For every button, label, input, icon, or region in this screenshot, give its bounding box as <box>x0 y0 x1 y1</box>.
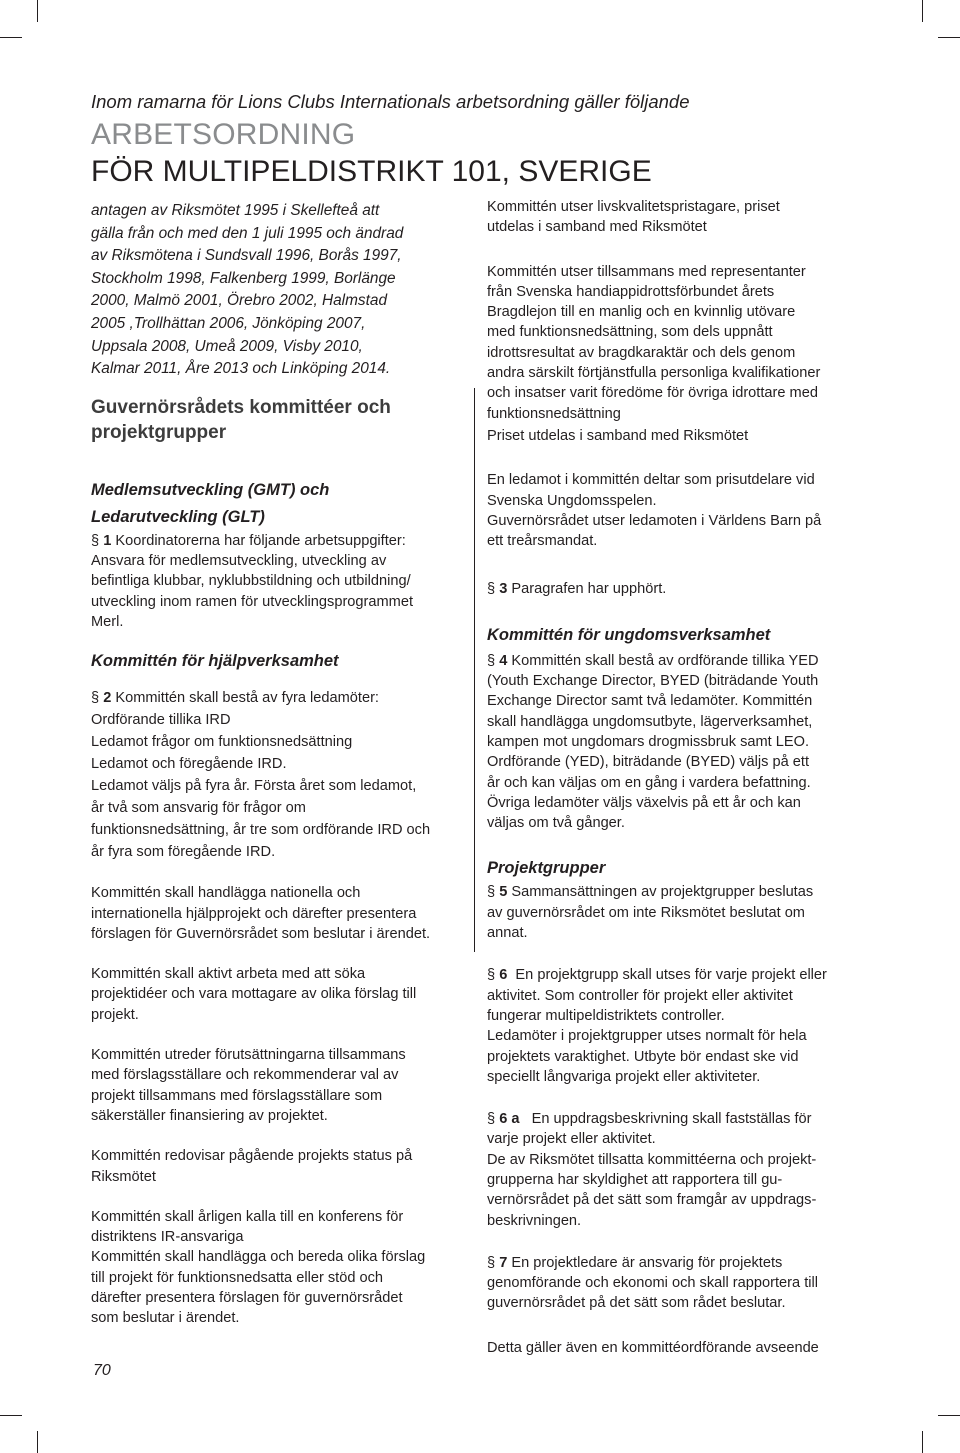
paragraph-line: Exchange Director samt två ledamöter. Kommittén <box>487 693 813 710</box>
page-title: ARBETSORDNING <box>91 118 356 151</box>
paragraph-line: kampen mot ungdomars drogmissbruk samt LEO. <box>487 733 810 750</box>
paragraph-line: Guvernörsrådet utser ledamoten i Världens Barn på <box>487 512 822 529</box>
section-number: 4 <box>499 652 508 669</box>
youth-committee-heading: Kommittén för ungdomsverksamhet <box>487 625 771 644</box>
paragraph-line: Sammansättningen av projektgrupper beslutas <box>511 884 814 901</box>
section-4 <box>487 651 887 834</box>
paragraph-line: Kommittén utser livskvalitetspristagare, priset <box>487 199 780 215</box>
paragraph-line: Riksmötet <box>91 1168 156 1185</box>
page-number: 70 <box>93 1362 111 1379</box>
paragraph-award <box>487 197 887 238</box>
paragraph-line: funktionsnedsättning, år tre som ordförande IRD och <box>91 822 431 839</box>
paragraph-line: Ledamot och föregående IRD. <box>91 756 287 773</box>
paragraph-line: Svenska Ungdomsspelen. <box>487 492 657 509</box>
paragraph-line: idrottsresultat av bragdkaraktär och dels genom <box>487 344 796 361</box>
section-symbol: § <box>487 581 496 598</box>
paragraph-line: förslagen för Guvernörsrådet som beslutar i ärendet. <box>91 925 431 942</box>
paragraph-line: Kommittén skall handlägga nationella och <box>91 885 361 902</box>
paragraph-line: Kommittén redovisar pågående projekts status på <box>91 1148 413 1165</box>
paragraph-line: grupperna har skyldighet att rapportera till gu- <box>487 1171 783 1188</box>
paragraph-line: av guvernörsrådet om inte Riksmötet beslutat om <box>487 904 805 921</box>
projects-heading: Projektgrupper <box>487 859 606 878</box>
paragraph-line: En uppdragsbeskrivning skall fastställas för <box>531 1111 812 1128</box>
heading-line: Medlemsutveckling (GMT) och <box>91 480 330 499</box>
paragraph-line: Ordförande tillika IRD <box>91 712 231 729</box>
heading-line: Ledarutveckling (GLT) <box>91 507 265 526</box>
page-subtitle: FÖR MULTIPELDISTRIKT 101, SVERIGE <box>91 155 652 188</box>
paragraph-line: Ledamöter i projektgrupper utses normalt för hela <box>487 1028 807 1045</box>
section-number: 1 <box>103 532 112 549</box>
paragraph-line: projekt tillsammans med förslagsställare som <box>91 1087 383 1104</box>
paragraph-investigate <box>91 1045 471 1126</box>
paragraph-line: varje projekt eller aktivitet. <box>487 1131 656 1148</box>
section-number: 5 <box>499 884 508 901</box>
crop-mark <box>922 0 923 22</box>
paragraph-line: Kommittén utreder förutsättningarna tillsammans <box>91 1047 406 1064</box>
paragraph-line: En projektgrupp skall utses för varje projekt eller <box>515 967 827 984</box>
section-number: 3 <box>499 581 508 598</box>
paragraph-line: Bragdlejon till en manlig och en kvinnlig utövare <box>487 304 796 321</box>
section-symbol: § <box>487 1111 496 1128</box>
right-column <box>487 197 887 1358</box>
section-5 <box>487 882 887 943</box>
paragraph-line: år två som ansvarig för frågor om <box>91 800 306 817</box>
section-symbol: § <box>487 967 496 984</box>
paragraph-line: beskrivningen. <box>487 1212 582 1229</box>
section-number: 6 a <box>499 1111 520 1128</box>
paragraph-line: Kommittén skall handlägga och bereda olika förslag <box>91 1249 426 1266</box>
section-3 <box>487 579 887 599</box>
paragraph-line: Kommittén skall bestå av fyra ledamöter: <box>115 690 379 707</box>
paragraph-line: speciellt långvariga projekt eller aktiviteter. <box>487 1068 761 1085</box>
paragraph-line: därefter presentera förslagen för guvernörsrådet <box>91 1289 403 1306</box>
paragraph-line: skall handlägga ungdomsutbyte, lägerverksamhet, <box>487 713 813 730</box>
adoption-line: av Riksmötena i Sundsvall 1996, Borås 1997, <box>91 247 402 265</box>
paragraph-line: år och kan väljas om en gång i vardera befattning. <box>487 774 811 791</box>
paragraph-active <box>91 964 471 1025</box>
section-6 <box>487 965 887 1087</box>
column-divider <box>474 388 475 952</box>
paragraph-line: från Svenska handiappidrottsförbundet årets <box>487 283 775 300</box>
paragraph-line: Kommittén utser tillsammans med representanter <box>487 263 806 280</box>
membership-heading <box>91 477 471 531</box>
paragraph-youthgames <box>487 470 887 551</box>
paragraph-line: Övriga ledamöter väljs växelvis på ett år och kan <box>487 794 801 811</box>
section-number: 6 <box>499 967 508 984</box>
paragraph-line: De av Riksmötet tillsatta kommittéerna och projekt- <box>487 1151 817 1168</box>
section-number: 2 <box>103 690 112 707</box>
paragraph-last: Detta gäller även en kommittéordförande avseende <box>487 1339 819 1356</box>
paragraph-line: distriktens IR-ansvariga <box>91 1229 244 1246</box>
crop-mark <box>0 1415 22 1416</box>
paragraph-line: Kommittén skall årligen kalla till en konferens för <box>91 1208 404 1225</box>
adoption-line: gälla från och med den 1 juli 1995 och ändrad <box>91 224 404 242</box>
adoption-note <box>91 200 471 381</box>
paragraph-line: Paragrafen har upphört. <box>511 581 667 598</box>
adoption-line: Uppsala 2008, Umeå 2009, Visby 2010, <box>91 337 363 355</box>
crop-mark <box>938 1415 960 1416</box>
paragraph-line: med förslagsställare och rekommenderar val av <box>91 1067 399 1084</box>
crop-mark <box>37 0 38 22</box>
section-6a <box>487 1109 887 1231</box>
section-7 <box>487 1253 887 1314</box>
adoption-line: Kalmar 2011, Åre 2013 och Linköping 2014. <box>91 360 391 378</box>
committees-heading <box>91 395 471 445</box>
section-symbol: § <box>91 532 100 549</box>
section-number: 7 <box>499 1254 508 1271</box>
paragraph-line: Kommittén skall bestå av ordförande tillika YED <box>511 652 819 669</box>
paragraph-line: befintliga klubbar, nyklubbstildning och utbildning/ <box>91 573 411 590</box>
paragraph-line: internationella hjälpprojekt och därefter presentera <box>91 905 417 922</box>
paragraph-line: Ledamot väljs på fyra år. Första året som ledamot, <box>91 778 417 795</box>
paragraph-conference <box>91 1207 471 1329</box>
paragraph-handicap <box>487 262 887 447</box>
section-2 <box>91 687 471 863</box>
paragraph-line: En projektledare är ansvarig för projektets <box>511 1254 783 1271</box>
crop-mark <box>37 1431 38 1453</box>
paragraph-line: projektidéer och vara mottagare av olika förslag till <box>91 986 417 1003</box>
paragraph-line: Kommittén skall aktivt arbeta med att söka <box>91 966 366 983</box>
section-1 <box>91 531 471 632</box>
heading-line: projektgrupper <box>91 421 227 443</box>
paragraph-line: aktivitet. Som controller för projekt eller aktivitet <box>487 987 793 1004</box>
paragraph-line: Ansvara för medlemsutveckling, utveckling av <box>91 553 387 570</box>
adoption-line: 2005 ,Trollhättan 2006, Jönköping 2007, <box>91 314 366 332</box>
paragraph-line: år fyra som föregående IRD. <box>91 844 276 861</box>
paragraph-line: Merl. <box>91 613 124 630</box>
heading-line: Guvernörsrådets kommittéer och <box>91 396 391 418</box>
paragraph-line: guvernörsrådet på det sätt som rådet beslutar. <box>487 1295 786 1312</box>
paragraph-line: utveckling inom ramen för utvecklingsprogrammet <box>91 593 414 610</box>
paragraph-line: En ledamot i kommittén deltar som prisutdelare vid <box>487 472 815 489</box>
paragraph-line: fungerar multipeldistriktets controller. <box>487 1007 725 1024</box>
paragraph-line: Priset utdelas i samband med Riksmötet <box>487 427 749 444</box>
crop-mark <box>922 1431 923 1453</box>
section-symbol: § <box>91 690 100 707</box>
crop-mark <box>0 37 22 38</box>
paragraph-report <box>91 1146 471 1187</box>
paragraph-line: andra särskilt förtjänstfulla personliga kvalifikationer <box>487 365 821 382</box>
paragraph-line: Koordinatorerna har följande arbetsuppgifter: <box>115 532 406 549</box>
paragraph-line: säkerställer finansiering av projektet. <box>91 1107 328 1124</box>
paragraph-line: som beslutar i ärendet. <box>91 1310 240 1327</box>
paragraph-line: väljas om två gånger. <box>487 815 625 832</box>
crop-mark <box>938 37 960 38</box>
paragraph-line: funktionsnedsättning <box>487 405 621 422</box>
paragraph-line: utdelas i samband med Riksmötet <box>487 219 707 236</box>
paragraph-line: och insatser varit föredöme för övriga idrottare med <box>487 385 818 402</box>
adoption-line: 2000, Malmö 2001, Örebro 2002, Halmstad <box>91 292 388 310</box>
left-column <box>91 200 471 1329</box>
adoption-line: antagen av Riksmötet 1995 i Skellefteå att <box>91 202 380 219</box>
section-symbol: § <box>487 652 496 669</box>
paragraph-line: till projekt för funktionsnedsatta eller stöd och <box>91 1269 384 1286</box>
paragraph-line: (Youth Exchange Director, BYED (biträdande Youth <box>487 673 819 690</box>
paragraph-line: Ledamot frågor om funktionsnedsättning <box>91 734 353 751</box>
paragraph-line: annat. <box>487 925 528 942</box>
section-symbol: § <box>487 884 496 901</box>
paragraph-line: projektets varaktighet. Utbyte bör endast ske vid <box>487 1048 799 1065</box>
paragraph-line: ett treårsmandat. <box>487 533 598 550</box>
paragraph-line: projekt. <box>91 1006 139 1023</box>
section-symbol: § <box>487 1254 496 1271</box>
intro-line: Inom ramarna för Lions Clubs Internationals arbetsordning gäller följande <box>91 91 690 112</box>
paragraph-line: med funktionsnedsättning, som dels uppnått <box>487 324 773 341</box>
help-committee-heading: Kommittén för hjälpverksamhet <box>91 652 339 671</box>
paragraph-line: genomförande och ekonomi och skall rapportera till <box>487 1275 818 1292</box>
paragraph-line: Ordförande (YED), biträdande (BYED) väljs på ett <box>487 754 810 771</box>
paragraph-line: vernörsrådet på det sätt som framgår av uppdrags- <box>487 1192 817 1209</box>
paragraph-national <box>91 883 471 944</box>
adoption-line: Stockholm 1998, Falkenberg 1999, Borlänge <box>91 269 396 287</box>
